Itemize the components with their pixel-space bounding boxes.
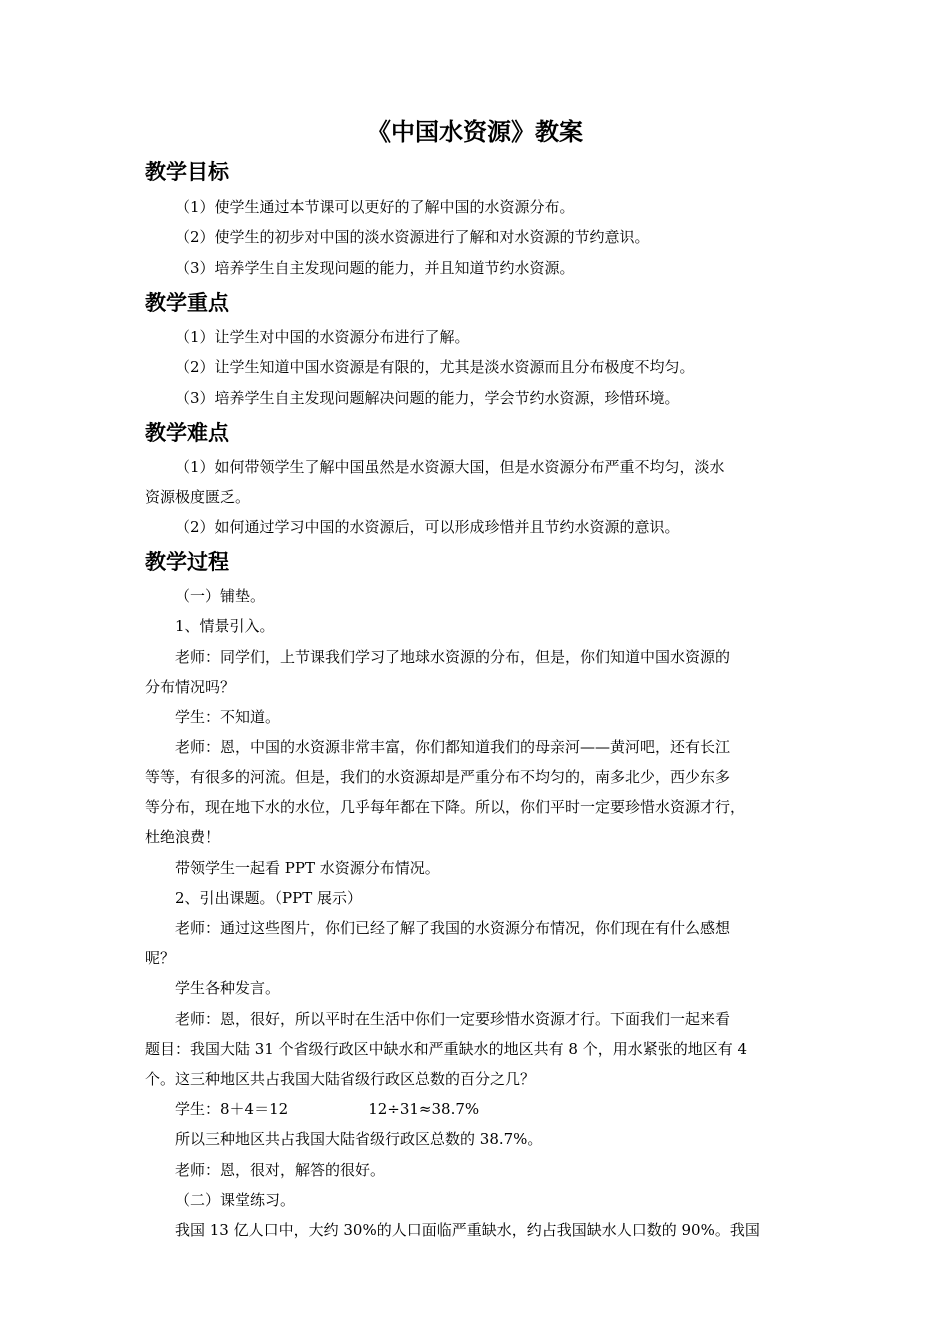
heading-process: 教学过程 (145, 550, 229, 574)
page-title: 《中国水资源》教案 (367, 118, 583, 146)
difficulty-item-line: （1）如何带领学生了解中国虽然是水资源大国，但是水资源分布严重不均匀，淡水 (175, 458, 725, 476)
process-line: 老师：恩，很好，所以平时在生活中你们一定要珍惜水资源才行。下面我们一起来看 (175, 1010, 731, 1028)
process-line: 所以三种地区共占我国大陆省级行政区总数的 38.7%。 (175, 1130, 543, 1148)
process-line-calculation (145, 1094, 813, 1124)
process-line: 老师：同学们，上节课我们学习了地球水资源的分布，但是，你们知道中国水资源的 (175, 648, 731, 666)
key-point-item: （1）让学生对中国的水资源分布进行了解。 (175, 328, 470, 346)
process-line: 个。这三种地区共占我国大陆省级行政区总数的百分之几？ (145, 1070, 536, 1088)
process-line: 我国 13 亿人口中，大约 30%的人口面临严重缺水，约占我国缺水人口数的 90%。我国 (175, 1221, 760, 1239)
calc-step-1: 学生：8＋4＝12 (175, 1100, 289, 1118)
heading-difficulties: 教学难点 (145, 421, 229, 445)
process-line: 老师：通过这些图片，你们已经了解了我国的水资源分布情况，你们现在有什么感想 (175, 919, 731, 937)
key-point-item: （2）让学生知道中国水资源是有限的，尤其是淡水资源而且分布极度不均匀。 (175, 358, 695, 376)
heading-objectives: 教学目标 (145, 160, 229, 184)
process-line: 分布情况吗？ (145, 678, 236, 696)
process-line: 学生：不知道。 (175, 708, 281, 726)
process-line: （一）铺垫。 (175, 587, 266, 605)
process-line: 1、情景引入。 (175, 617, 275, 635)
process-line: 等分布，现在地下水的水位，几乎每年都在下降。所以，你们平时一定要珍惜水资源才行， (145, 798, 746, 816)
process-line: 学生各种发言。 (175, 979, 281, 997)
difficulty-item: （2）如何通过学习中国的水资源后，可以形成珍惜并且节约水资源的意识。 (175, 518, 680, 536)
process-line: 杜绝浪费！ (145, 828, 221, 846)
calc-step-2: 12÷31≈38.7% (368, 1100, 480, 1118)
objective-item: （1）使学生通过本节课可以更好的了解中国的水资源分布。 (175, 198, 575, 216)
process-line: 呢？ (145, 949, 176, 967)
process-line: （二）课堂练习。 (175, 1191, 296, 1209)
process-line: 等等，有很多的河流。但是，我们的水资源却是严重分布不均匀的，南多北少，西少东多 (145, 768, 731, 786)
process-line: 2、引出课题。（PPT 展示） (175, 889, 363, 907)
process-line: 老师：恩，很对，解答的很好。 (175, 1161, 386, 1179)
key-point-item: （3）培养学生自主发现问题解决问题的能力，学会节约水资源，珍惜环境。 (175, 389, 680, 407)
process-line: 老师：恩，中国的水资源非常丰富，你们都知道我们的母亲河——黄河吧，还有长江 (175, 738, 731, 756)
objective-item: （3）培养学生自主发现问题的能力，并且知道节约水资源。 (175, 259, 575, 277)
objective-item: （2）使学生的初步对中国的淡水资源进行了解和对水资源的节约意识。 (175, 228, 650, 246)
process-line: 带领学生一起看 PPT 水资源分布情况。 (175, 859, 440, 877)
heading-key-points: 教学重点 (145, 291, 229, 315)
process-line: 题目：我国大陆 31 个省级行政区中缺水和严重缺水的地区共有 8 个，用水紧张的地区有 4 (145, 1040, 748, 1058)
difficulty-item-line: 资源极度匮乏。 (145, 488, 251, 506)
